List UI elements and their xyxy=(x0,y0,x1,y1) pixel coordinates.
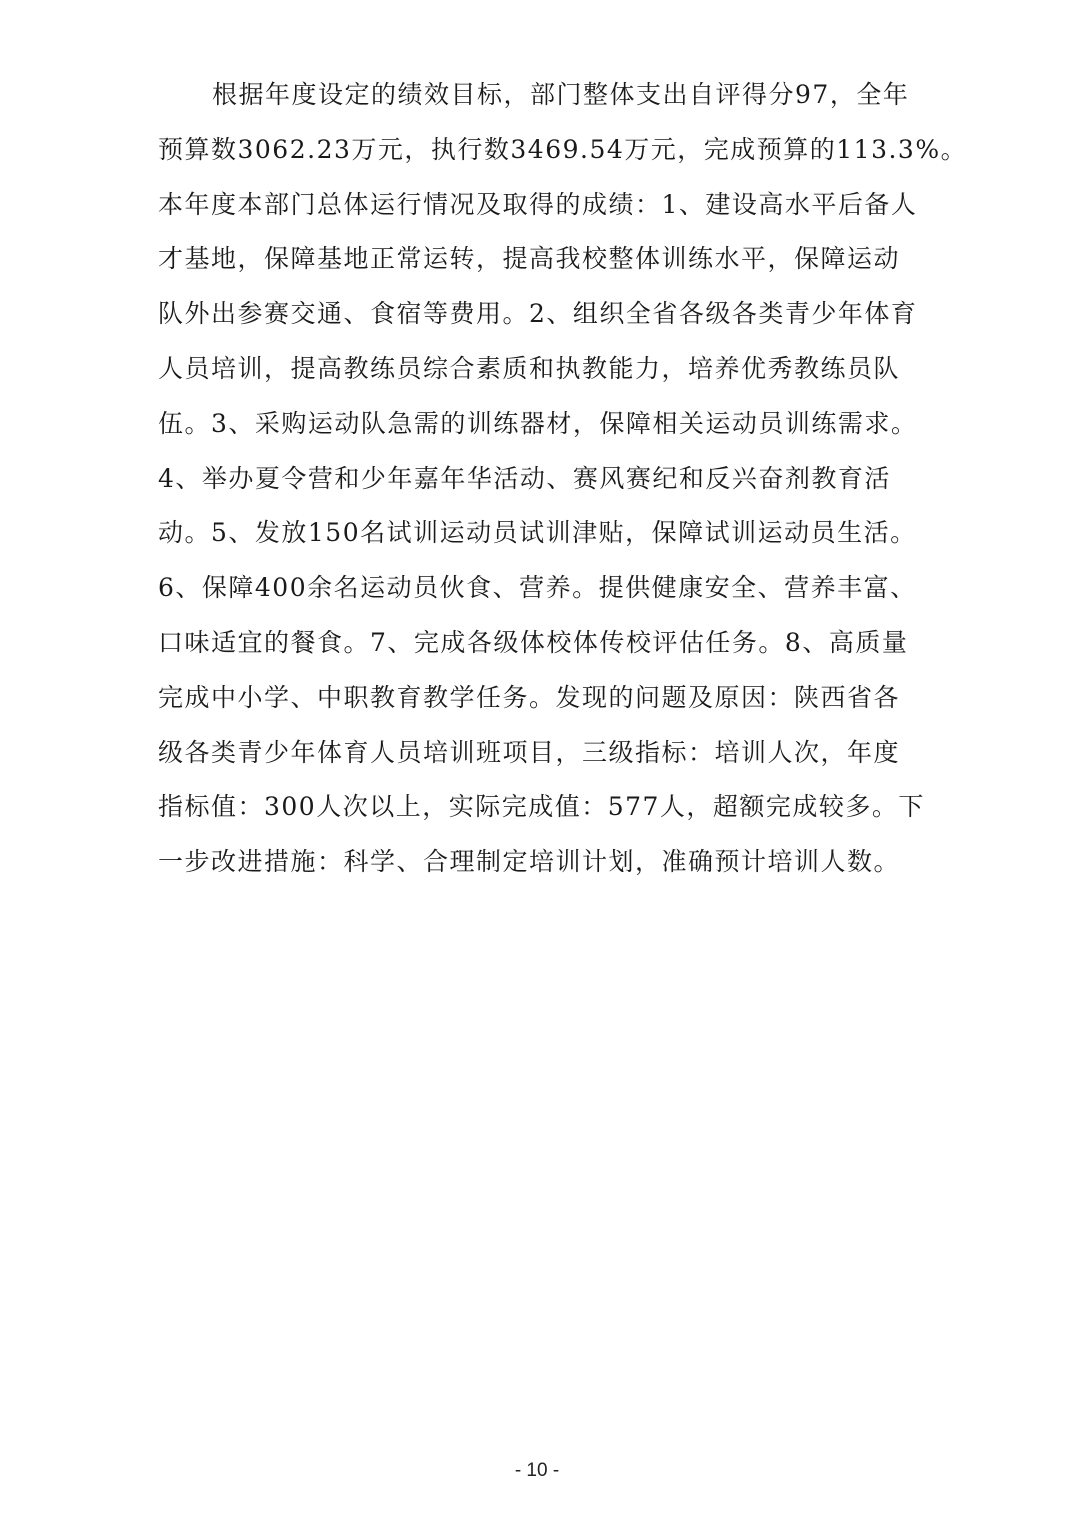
paragraph-line: 队外出参赛交通、食宿等费用。2、组织全省各级各类青少年体育 xyxy=(158,299,918,329)
paragraph-line: 伍。3、采购运动队急需的训练器材，保障相关运动员训练需求。 xyxy=(158,408,918,438)
paragraph-line: 根据年度设定的绩效目标，部门整体支出自评得分97，全年 xyxy=(212,80,910,109)
paragraph-line: 才基地，保障基地正常运转，提高我校整体训练水平，保障运动 xyxy=(158,244,901,274)
paragraph-line: 4、举办夏令营和少年嘉年华活动、赛风赛纪和反兴奋剂教育活 xyxy=(158,463,891,493)
paragraph-line: 动。5、发放150名试训运动员试训津贴，保障试训运动员生活。 xyxy=(158,518,917,548)
paragraph-line: 人员培训，提高教练员综合素质和执教能力，培养优秀教练员队 xyxy=(158,353,901,383)
paragraph-line: 指标值：300人次以上，实际完成值：577人，超额完成较多。下 xyxy=(158,792,925,822)
paragraph-line: 6、保障400余名运动员伙食、营养。提供健康安全、营养丰富、 xyxy=(158,573,917,603)
page-number: - 10 - xyxy=(514,1460,560,1481)
paragraph-line: 完成中小学、中职教育教学任务。发现的问题及原因：陕西省各 xyxy=(158,682,901,712)
paragraph-line: 本年度本部门总体运行情况及取得的成绩：1、建设高水平后备人 xyxy=(158,189,918,219)
paragraph-line: 一步改进措施：科学、合理制定培训计划，准确预计培训人数。 xyxy=(158,847,901,877)
paragraph-line: 级各类青少年体育人员培训班项目，三级指标：培训人次，年度 xyxy=(158,737,901,767)
body-paragraph xyxy=(158,68,968,890)
paragraph-line: 口味适宜的餐食。7、完成各级体校体传校评估任务。8、高质量 xyxy=(158,627,909,657)
paragraph-line: 预算数3062.23万元，执行数3469.54万元，完成预算的113.3%。 xyxy=(158,134,968,164)
